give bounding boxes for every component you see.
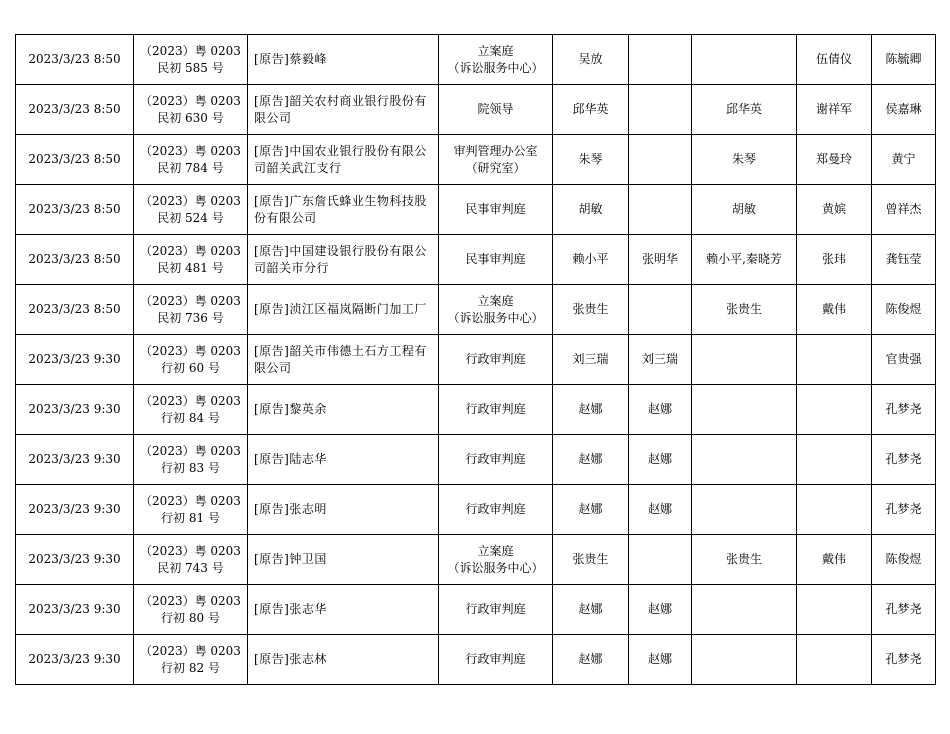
- case-number-line: 行初 82 号: [161, 660, 220, 675]
- member-cell: 张玮: [797, 235, 872, 285]
- table-row: [16, 35, 936, 85]
- case-number-cell: [134, 535, 248, 585]
- member-cell: 戴伟: [797, 285, 872, 335]
- party-cell: [原告]广东詹氏蜂业生物科技股份有限公司: [248, 185, 439, 235]
- judges-cell: 朱琴: [692, 135, 797, 185]
- hearing-time-cell: 2023/3/23 9:30: [16, 335, 134, 385]
- judge-2-cell: [629, 35, 692, 85]
- judges-cell: 张贵生: [692, 535, 797, 585]
- case-number-cell: [134, 85, 248, 135]
- judge-2-cell: [629, 85, 692, 135]
- clerk-cell: 黄宁: [872, 135, 936, 185]
- department-cell: [439, 335, 553, 385]
- department-line: 立案庭: [477, 293, 514, 308]
- member-cell: 郑曼玲: [797, 135, 872, 185]
- department-line: （诉讼服务中心）: [447, 310, 544, 325]
- member-cell: [797, 635, 872, 685]
- department-line: 行政审判庭: [465, 502, 526, 516]
- member-cell: 黄嫔: [797, 185, 872, 235]
- party-cell: [原告]钟卫国: [248, 535, 439, 585]
- hearing-time-cell: 2023/3/23 9:30: [16, 635, 134, 685]
- table-row: [16, 385, 936, 435]
- judge-2-cell: [629, 535, 692, 585]
- table-row: [16, 335, 936, 385]
- judge-2-cell: 张明华: [629, 235, 692, 285]
- judges-cell: 张贵生: [692, 285, 797, 335]
- case-number-line: 民初 736 号: [157, 310, 224, 325]
- department-line: （研究室）: [465, 160, 526, 175]
- member-cell: [797, 335, 872, 385]
- hearing-time-cell: 2023/3/23 9:30: [16, 585, 134, 635]
- member-cell: [797, 485, 872, 535]
- hearing-time-cell: 2023/3/23 9:30: [16, 385, 134, 435]
- department-line: （诉讼服务中心）: [447, 60, 544, 75]
- clerk-cell: 陈俊煜: [872, 535, 936, 585]
- clerk-cell: 曾祥杰: [872, 185, 936, 235]
- case-number-line: 行初 60 号: [161, 360, 220, 375]
- department-line: 行政审判庭: [465, 452, 526, 466]
- hearing-time-cell: 2023/3/23 8:50: [16, 185, 134, 235]
- judge-cell: 赵娜: [553, 635, 629, 685]
- department-line: 院领导: [477, 102, 514, 116]
- clerk-cell: 孔梦尧: [872, 485, 936, 535]
- judge-cell: 张贵生: [553, 285, 629, 335]
- department-cell: [439, 285, 553, 335]
- judges-cell: 胡敏: [692, 185, 797, 235]
- member-cell: [797, 385, 872, 435]
- case-number-line: （2023）粤 0203: [140, 93, 241, 108]
- clerk-cell: 龚钰莹: [872, 235, 936, 285]
- table-row: [16, 585, 936, 635]
- case-number-line: （2023）粤 0203: [140, 43, 241, 58]
- table-row: [16, 185, 936, 235]
- table-row: [16, 135, 936, 185]
- department-cell: [439, 35, 553, 85]
- party-cell: [原告]张志林: [248, 635, 439, 685]
- case-number-line: （2023）粤 0203: [140, 293, 241, 308]
- hearing-time-cell: 2023/3/23 8:50: [16, 35, 134, 85]
- hearing-time-cell: 2023/3/23 9:30: [16, 535, 134, 585]
- hearing-time-cell: 2023/3/23 8:50: [16, 85, 134, 135]
- judge-cell: 赵娜: [553, 385, 629, 435]
- department-cell: [439, 485, 553, 535]
- department-line: 立案庭: [477, 43, 514, 58]
- hearing-time-cell: 2023/3/23 8:50: [16, 135, 134, 185]
- judge-2-cell: [629, 185, 692, 235]
- department-line: （诉讼服务中心）: [447, 560, 544, 575]
- case-number-line: （2023）粤 0203: [140, 593, 241, 608]
- department-cell: [439, 185, 553, 235]
- case-number-cell: [134, 135, 248, 185]
- member-cell: 谢祥军: [797, 85, 872, 135]
- party-cell: [原告]韶关农村商业银行股份有限公司: [248, 85, 439, 135]
- clerk-cell: 孔梦尧: [872, 435, 936, 485]
- table-row: [16, 85, 936, 135]
- clerk-cell: 孔梦尧: [872, 385, 936, 435]
- party-cell: [原告]黎英余: [248, 385, 439, 435]
- department-line: 立案庭: [477, 543, 514, 558]
- party-cell: [原告]陆志华: [248, 435, 439, 485]
- clerk-cell: 陈俊煜: [872, 285, 936, 335]
- clerk-cell: 官贵强: [872, 335, 936, 385]
- department-line: 审判管理办公室: [453, 143, 538, 158]
- judge-2-cell: 赵娜: [629, 585, 692, 635]
- table-row: [16, 535, 936, 585]
- case-number-line: （2023）粤 0203: [140, 193, 241, 208]
- judges-cell: 邱华英: [692, 85, 797, 135]
- judges-cell: [692, 485, 797, 535]
- case-number-line: （2023）粤 0203: [140, 393, 241, 408]
- case-number-cell: [134, 185, 248, 235]
- judge-cell: 赵娜: [553, 485, 629, 535]
- department-cell: [439, 635, 553, 685]
- table-row: [16, 285, 936, 335]
- judge-2-cell: [629, 135, 692, 185]
- case-number-cell: [134, 635, 248, 685]
- judge-cell: 邱华英: [553, 85, 629, 135]
- department-cell: [439, 435, 553, 485]
- party-cell: [原告]张志华: [248, 585, 439, 635]
- department-line: 行政审判庭: [465, 352, 526, 366]
- department-cell: [439, 235, 553, 285]
- case-number-line: 民初 524 号: [157, 210, 224, 225]
- table-row: [16, 435, 936, 485]
- department-line: 民事审判庭: [465, 202, 526, 216]
- case-number-cell: [134, 435, 248, 485]
- clerk-cell: 孔梦尧: [872, 585, 936, 635]
- party-cell: [原告]浈江区福岚隔断门加工厂: [248, 285, 439, 335]
- department-line: 行政审判庭: [465, 602, 526, 616]
- judges-cell: [692, 335, 797, 385]
- party-cell: [原告]中国农业银行股份有限公司韶关武江支行: [248, 135, 439, 185]
- party-cell: [原告]韶关市伟德土石方工程有限公司: [248, 335, 439, 385]
- judge-cell: 赵娜: [553, 585, 629, 635]
- case-number-cell: [134, 585, 248, 635]
- table-row: [16, 635, 936, 685]
- judges-cell: 赖小平,秦晓芳: [692, 235, 797, 285]
- hearing-time-cell: 2023/3/23 9:30: [16, 435, 134, 485]
- judge-cell: 赵娜: [553, 435, 629, 485]
- member-cell: [797, 585, 872, 635]
- judges-cell: [692, 585, 797, 635]
- party-cell: [原告]蔡毅峰: [248, 35, 439, 85]
- department-cell: [439, 385, 553, 435]
- judge-cell: 朱琴: [553, 135, 629, 185]
- table-row: [16, 235, 936, 285]
- case-number-line: 行初 81 号: [161, 510, 220, 525]
- table-row: [16, 485, 936, 535]
- hearing-time-cell: 2023/3/23 9:30: [16, 485, 134, 535]
- case-number-line: （2023）粤 0203: [140, 543, 241, 558]
- department-line: 行政审判庭: [465, 652, 526, 666]
- judge-2-cell: 刘三瑞: [629, 335, 692, 385]
- judge-2-cell: 赵娜: [629, 385, 692, 435]
- member-cell: 戴伟: [797, 535, 872, 585]
- department-line: 民事审判庭: [465, 252, 526, 266]
- case-number-line: （2023）粤 0203: [140, 243, 241, 258]
- department-line: 行政审判庭: [465, 402, 526, 416]
- judge-2-cell: 赵娜: [629, 485, 692, 535]
- case-number-cell: [134, 335, 248, 385]
- case-number-cell: [134, 35, 248, 85]
- judge-cell: 张贵生: [553, 535, 629, 585]
- clerk-cell: 陈毓卿: [872, 35, 936, 85]
- judges-cell: [692, 385, 797, 435]
- judge-2-cell: 赵娜: [629, 435, 692, 485]
- case-number-line: （2023）粤 0203: [140, 343, 241, 358]
- judge-cell: 刘三瑞: [553, 335, 629, 385]
- judges-cell: [692, 635, 797, 685]
- judges-cell: [692, 435, 797, 485]
- case-number-line: 民初 743 号: [157, 560, 224, 575]
- case-number-line: 行初 84 号: [161, 410, 220, 425]
- judges-cell: [692, 35, 797, 85]
- department-cell: [439, 585, 553, 635]
- member-cell: 伍倩仪: [797, 35, 872, 85]
- case-number-cell: [134, 385, 248, 435]
- hearing-time-cell: 2023/3/23 8:50: [16, 285, 134, 335]
- judge-2-cell: 赵娜: [629, 635, 692, 685]
- judge-cell: 吴放: [553, 35, 629, 85]
- case-number-line: 民初 784 号: [157, 160, 224, 175]
- case-number-line: 行初 80 号: [161, 610, 220, 625]
- hearing-time-cell: 2023/3/23 8:50: [16, 235, 134, 285]
- case-number-line: （2023）粤 0203: [140, 443, 241, 458]
- hearing-schedule-table: [15, 34, 936, 685]
- department-cell: [439, 535, 553, 585]
- case-number-line: 民初 481 号: [157, 260, 224, 275]
- party-cell: [原告]张志明: [248, 485, 439, 535]
- judge-cell: 赖小平: [553, 235, 629, 285]
- case-number-line: （2023）粤 0203: [140, 143, 241, 158]
- case-number-cell: [134, 235, 248, 285]
- case-number-line: 民初 585 号: [157, 60, 224, 75]
- case-number-line: （2023）粤 0203: [140, 493, 241, 508]
- clerk-cell: 侯嘉琳: [872, 85, 936, 135]
- case-number-line: 行初 83 号: [161, 460, 220, 475]
- case-number-cell: [134, 285, 248, 335]
- case-number-cell: [134, 485, 248, 535]
- department-cell: [439, 85, 553, 135]
- judge-cell: 胡敏: [553, 185, 629, 235]
- table-body: [16, 35, 936, 685]
- case-number-line: （2023）粤 0203: [140, 643, 241, 658]
- party-cell: [原告]中国建设银行股份有限公司韶关市分行: [248, 235, 439, 285]
- hearing-schedule-page: [15, 34, 936, 685]
- judge-2-cell: [629, 285, 692, 335]
- member-cell: [797, 435, 872, 485]
- clerk-cell: 孔梦尧: [872, 635, 936, 685]
- department-cell: [439, 135, 553, 185]
- case-number-line: 民初 630 号: [157, 110, 224, 125]
